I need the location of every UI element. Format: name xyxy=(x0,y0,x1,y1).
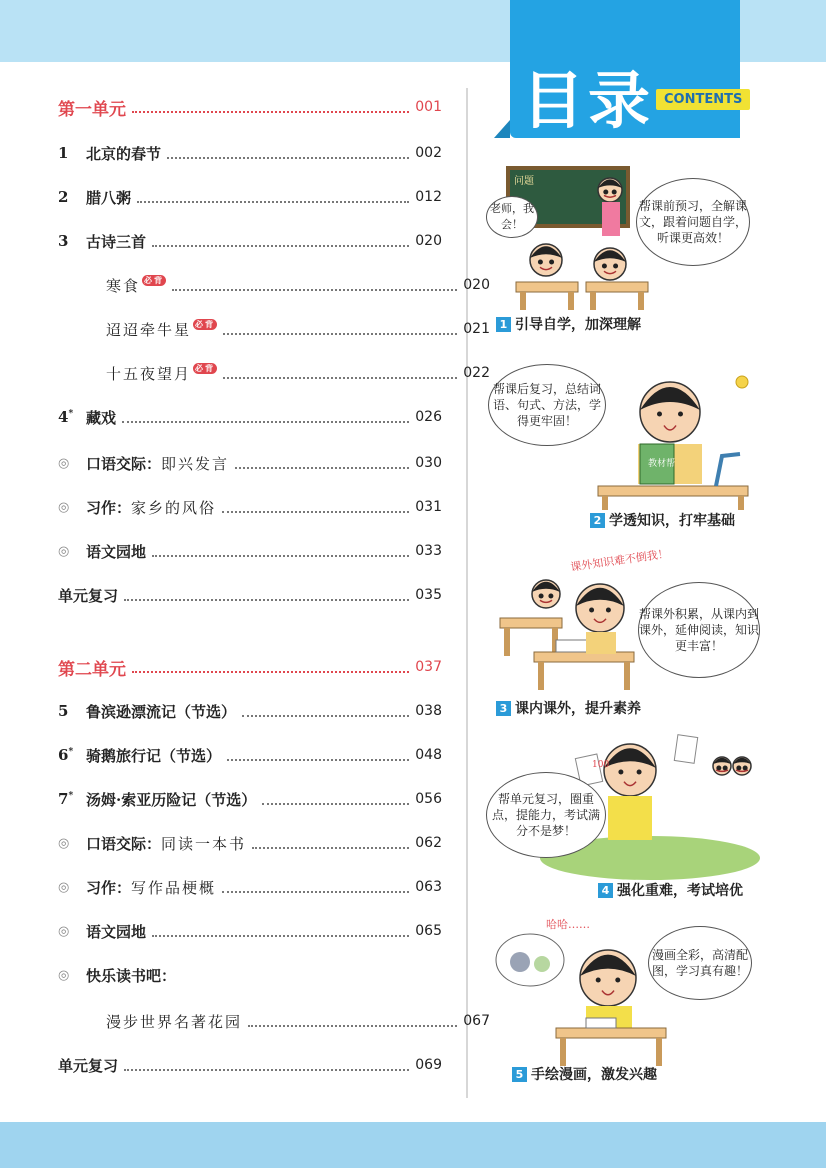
lesson-number: 6* xyxy=(58,746,74,764)
page-number: 022 xyxy=(463,365,490,381)
kid-eye xyxy=(549,260,554,265)
caption-number: 1 xyxy=(496,317,511,332)
entry-title xyxy=(86,497,216,518)
bullet-circle-icon: ◎ xyxy=(58,923,70,939)
lesson-number: 3 xyxy=(58,232,69,250)
toc-entry[interactable] xyxy=(58,828,442,858)
must-recite-badge: 必背 xyxy=(144,275,165,285)
dot-leader xyxy=(132,102,409,113)
panel-caption xyxy=(590,510,735,530)
test-paper xyxy=(674,735,697,764)
dot-leader xyxy=(137,192,409,203)
entry-title xyxy=(86,789,256,810)
kid-shirt xyxy=(586,632,616,654)
entry-title-text: 漫步世界名著花园 xyxy=(106,1012,243,1031)
entry-title xyxy=(86,833,246,854)
page-number: 002 xyxy=(415,145,442,161)
bullet-circle-icon: ◎ xyxy=(58,879,70,895)
kid-eye xyxy=(548,594,553,599)
entry-title xyxy=(86,453,229,474)
dot-leader xyxy=(242,706,409,717)
desk-leg xyxy=(504,628,510,656)
dot-leader xyxy=(223,368,457,379)
kid-eye xyxy=(596,978,601,983)
toc-entry[interactable] xyxy=(58,138,442,168)
entry-title xyxy=(106,363,217,384)
wolf-character xyxy=(510,952,530,972)
lesson-number: 1 xyxy=(58,144,69,162)
lesson-number: 7* xyxy=(58,790,74,808)
toc-entry[interactable] xyxy=(58,960,442,990)
kid-eye xyxy=(606,608,611,613)
panel-caption xyxy=(496,314,641,334)
unit-heading[interactable] xyxy=(58,652,442,682)
toc-entry[interactable] xyxy=(58,536,442,566)
speech-bubble xyxy=(486,772,606,858)
entry-title xyxy=(86,143,161,164)
toc-entry[interactable] xyxy=(58,182,442,212)
entry-title-text: 北京的春节 xyxy=(86,144,162,163)
kid-shirt xyxy=(608,796,652,840)
toc-entry[interactable] xyxy=(58,358,490,388)
entry-title xyxy=(58,655,126,680)
caption-text: 强化重难，考试培优 xyxy=(617,883,743,899)
shout-text: 课外知识难不倒我！ xyxy=(569,547,670,574)
entry-title xyxy=(86,965,176,986)
entry-title xyxy=(86,877,216,898)
textbook-title: 教材帮 xyxy=(648,459,676,469)
speech-bubble xyxy=(638,582,760,678)
entry-title xyxy=(86,921,146,942)
dot-leader xyxy=(222,502,409,513)
entry-title-text: 单元复习 xyxy=(58,586,119,605)
caption-text: 引导自学，加深理解 xyxy=(515,317,641,333)
desk-leg xyxy=(624,662,630,690)
page-number: 067 xyxy=(463,1013,490,1029)
header-fold xyxy=(494,120,510,138)
page-number: 012 xyxy=(415,189,442,205)
toc-entry[interactable] xyxy=(58,916,442,946)
page-number: 031 xyxy=(415,499,442,515)
dot-leader xyxy=(227,750,409,761)
kid-eye xyxy=(612,190,617,195)
entry-subtitle: 家乡的风俗 xyxy=(131,498,217,517)
speech-bubble xyxy=(488,364,606,446)
dot-leader xyxy=(124,1060,409,1071)
desk-leg xyxy=(638,292,644,310)
entry-title-text: 语文园地 xyxy=(86,542,147,561)
entry-subtitle: 写作品梗概 xyxy=(131,878,217,897)
desk-top xyxy=(556,1028,666,1038)
toc-entry[interactable] xyxy=(58,492,442,522)
open-book xyxy=(586,1018,616,1028)
entry-title xyxy=(58,585,118,606)
dot-leader xyxy=(222,882,409,893)
entry-title-text: 迢迢牵牛星 xyxy=(106,320,192,339)
entry-subtitle: 即兴发言 xyxy=(161,454,230,473)
panel-caption xyxy=(512,1064,657,1084)
kid-eye xyxy=(538,260,543,265)
entry-title-text: 第一单元 xyxy=(58,99,126,120)
bottom-band xyxy=(0,1122,826,1168)
dot-leader xyxy=(167,148,409,159)
page-number: 035 xyxy=(415,587,442,603)
dot-leader xyxy=(262,794,409,805)
kid-eye xyxy=(539,594,544,599)
dot-leader xyxy=(235,458,409,469)
dot-leader xyxy=(248,1016,457,1027)
entry-subtitle: 同读一本书 xyxy=(161,834,247,853)
entry-title-text: 口语交际： xyxy=(86,454,162,473)
entry-title xyxy=(86,745,221,766)
entry-title xyxy=(86,407,116,428)
kid-eye xyxy=(678,412,683,417)
page-number: 069 xyxy=(415,1057,442,1073)
entry-title xyxy=(86,231,146,252)
toc-entry[interactable] xyxy=(58,1006,490,1036)
speech-bubble xyxy=(636,178,750,266)
star-mark: * xyxy=(68,409,74,419)
star-mark: * xyxy=(68,747,74,757)
toc-entry[interactable] xyxy=(58,402,442,432)
toc-entry[interactable] xyxy=(58,740,442,770)
desk-leg xyxy=(590,292,596,310)
kid-eye xyxy=(602,264,607,269)
page-number: 048 xyxy=(415,747,442,763)
caption-text: 课内课外，提升素养 xyxy=(515,701,641,717)
entry-title-text: 快乐读书吧： xyxy=(86,966,177,985)
toc-entry[interactable] xyxy=(58,580,442,610)
dot-leader xyxy=(172,280,457,291)
caption-number: 5 xyxy=(512,1067,527,1082)
page-number: 065 xyxy=(415,923,442,939)
dot-leader xyxy=(124,590,409,601)
kid-eye xyxy=(603,190,608,195)
lesson-number: 4* xyxy=(58,408,74,426)
page-number: 030 xyxy=(415,455,442,471)
kid-eye xyxy=(618,770,623,775)
panel-caption xyxy=(598,880,743,900)
page-number: 020 xyxy=(463,277,490,293)
caption-number: 3 xyxy=(496,701,511,716)
desk-leg xyxy=(538,662,544,690)
desk-top xyxy=(516,282,578,292)
entry-title-text: 骑鹅旅行记（节选） xyxy=(86,746,222,765)
dot-leader xyxy=(152,236,409,247)
speech-bubble-text: 帮课前预习，全解课文，跟着问题自学，听课更高效！ xyxy=(638,199,747,245)
column-divider xyxy=(466,88,468,1098)
kid-eye xyxy=(613,264,618,269)
caption-number: 4 xyxy=(598,883,613,898)
bullet-circle-icon: ◎ xyxy=(58,543,70,559)
lesson-number: 2 xyxy=(58,188,69,206)
speech-bubble-text: 帮课外积累，从课内到课外，延伸阅读，知识更丰富！ xyxy=(639,607,760,653)
laugh-text: 哈哈…… xyxy=(546,918,590,931)
entry-title xyxy=(86,187,131,208)
page-number: 001 xyxy=(415,99,442,115)
entry-title xyxy=(86,701,236,722)
entry-title-text: 习作： xyxy=(86,498,132,517)
caption-number: 2 xyxy=(590,513,605,528)
page-number: 063 xyxy=(415,879,442,895)
bullet-circle-icon: ◎ xyxy=(58,967,70,983)
desk-leg xyxy=(656,1038,662,1066)
entry-title-text: 习作： xyxy=(86,878,132,897)
entry-title-text: 藏戏 xyxy=(86,408,117,427)
student-speech-bubble: 老师，我会！ xyxy=(486,196,538,238)
page-number: 037 xyxy=(415,659,442,675)
entry-title-text: 口语交际： xyxy=(86,834,162,853)
kid-eye xyxy=(657,412,662,417)
teacher-dress xyxy=(602,202,620,236)
entry-title xyxy=(86,541,146,562)
desk-leg xyxy=(560,1038,566,1066)
entry-title-text: 汤姆·索亚历险记（节选） xyxy=(86,790,257,809)
entry-title-text: 古诗三首 xyxy=(86,232,147,251)
toc-entry[interactable] xyxy=(58,872,442,902)
entry-title xyxy=(106,275,166,296)
dot-leader xyxy=(152,546,409,557)
kid-eye xyxy=(589,608,594,613)
desk-leg xyxy=(568,292,574,310)
entry-title xyxy=(58,1055,118,1076)
dot-leader xyxy=(223,324,457,335)
desk-leg xyxy=(520,292,526,310)
toc-entry[interactable] xyxy=(58,448,442,478)
panel-caption xyxy=(496,698,641,718)
entry-title xyxy=(58,95,126,120)
kid-eye xyxy=(615,978,620,983)
entry-title-text: 第二单元 xyxy=(58,659,126,680)
entry-title-text: 寒食 xyxy=(106,276,141,295)
page-number: 056 xyxy=(415,791,442,807)
entry-title xyxy=(106,1011,242,1032)
desk-top xyxy=(500,618,562,628)
lesson-number: 5 xyxy=(58,702,69,720)
page-number: 033 xyxy=(415,543,442,559)
contents-label: CONTENTS xyxy=(656,89,750,110)
dot-leader xyxy=(252,838,409,849)
speech-bubble xyxy=(648,926,752,1000)
page-number: 020 xyxy=(415,233,442,249)
toc-entry[interactable] xyxy=(58,270,490,300)
entry-title-text: 语文园地 xyxy=(86,922,147,941)
speech-bubble-text: 漫画全彩，高清配图，学习真有趣！ xyxy=(651,948,748,978)
entry-title-text: 单元复习 xyxy=(58,1056,119,1075)
bullet-circle-icon: ◎ xyxy=(58,499,70,515)
desk-top xyxy=(598,486,748,496)
page-number: 062 xyxy=(415,835,442,851)
speech-bubble-text: 帮课后复习，总结词语、句式、方法，学得更牢固！ xyxy=(492,382,601,428)
dot-leader xyxy=(122,412,409,423)
paper-score: 100 xyxy=(592,760,610,770)
entry-title xyxy=(106,319,217,340)
caption-text: 学透知识，打牢基础 xyxy=(609,513,735,529)
entry-title-text: 腊八粥 xyxy=(86,188,132,207)
toc-entry[interactable] xyxy=(58,1050,442,1080)
page-number: 021 xyxy=(463,321,490,337)
page-number: 038 xyxy=(415,703,442,719)
desk-leg xyxy=(602,496,608,510)
kid-eye xyxy=(637,770,642,775)
desk-leg xyxy=(738,496,744,510)
page-number: 026 xyxy=(415,409,442,425)
desk-lamp xyxy=(716,454,740,486)
lightbulb-icon xyxy=(736,376,748,388)
bullet-circle-icon: ◎ xyxy=(58,455,70,471)
dot-leader xyxy=(132,662,409,673)
toc-entry[interactable] xyxy=(58,696,442,726)
toc-entry[interactable] xyxy=(58,784,442,814)
desk-top xyxy=(534,652,634,662)
unit-heading[interactable] xyxy=(58,92,442,122)
page-title: 目录 xyxy=(522,64,655,137)
bullet-circle-icon: ◎ xyxy=(58,835,70,851)
entry-title-text: 十五夜望月 xyxy=(106,364,192,383)
thought-bubble xyxy=(496,934,564,986)
star-mark: * xyxy=(68,791,74,801)
toc-entry[interactable] xyxy=(58,226,442,256)
caption-text: 手绘漫画，激发兴趣 xyxy=(531,1067,657,1083)
must-recite-badge: 必背 xyxy=(195,363,216,373)
blackboard-text: 问题 xyxy=(514,176,534,187)
toc-entry[interactable] xyxy=(58,314,490,344)
desk-top xyxy=(586,282,648,292)
speech-bubble-text: 帮单元复习，圈重点，提能力，考试满分不是梦！ xyxy=(491,792,600,838)
dot-leader xyxy=(152,926,409,937)
rabbit-character xyxy=(534,956,550,972)
must-recite-badge: 必背 xyxy=(195,319,216,329)
entry-title-text: 鲁滨逊漂流记（节选） xyxy=(86,702,237,721)
